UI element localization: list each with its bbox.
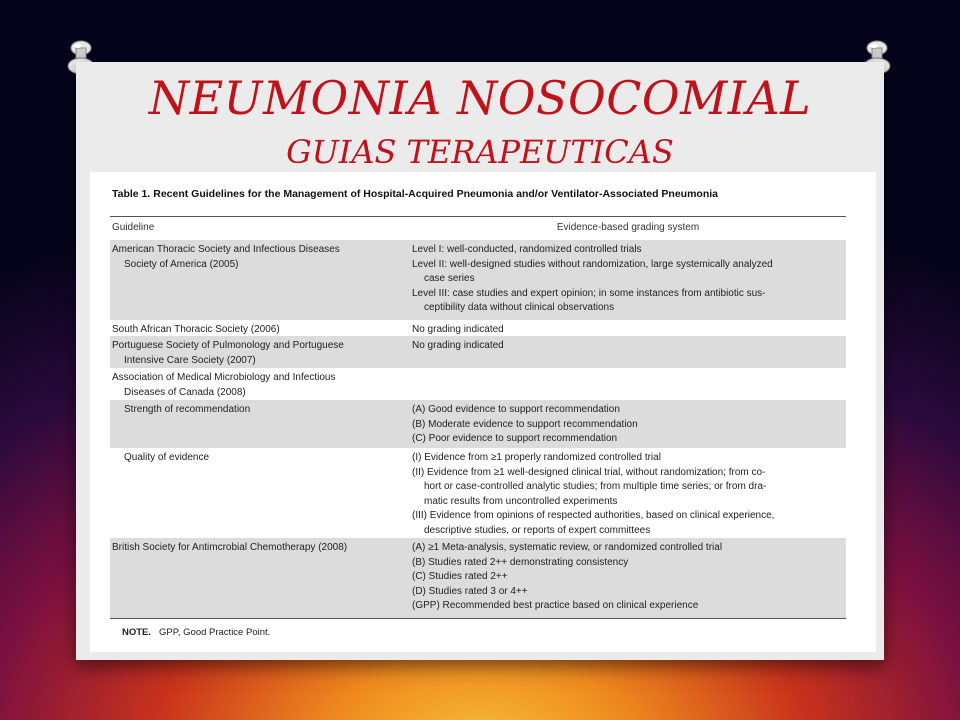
guideline-text: American Thoracic Society and Infectious Diseases [112, 244, 340, 255]
grading-text: (C) Studies rated 2++ [412, 571, 508, 583]
grading-cell [412, 451, 844, 539]
guideline-cell [112, 541, 408, 556]
grading-text: (A) ≥1 Meta-analysis, systematic review, or randomized controlled trial [412, 542, 723, 553]
guideline-cell [112, 451, 420, 466]
table-top-rule [110, 216, 846, 217]
grading-text: Level II: well-designed studies without randomization, large systemically analyzed [412, 258, 773, 270]
guideline-cell [112, 371, 408, 400]
table-bottom-rule [110, 618, 846, 619]
table-row [110, 538, 846, 618]
grading-text: Level I: well-conducted, randomized controlled trials [412, 244, 642, 255]
grading-text: (B) Moderate evidence to support recommendation [412, 418, 638, 430]
grading-cell [412, 541, 844, 614]
guidelines-table-image [90, 172, 876, 652]
grading-text: descriptive studies, or reports of expert committees [424, 524, 651, 536]
guideline-text: Quality of evidence [124, 452, 210, 463]
table-row [110, 368, 846, 400]
table-caption: Table 1. Recent Guidelines for the Management of Hospital-Acquired Pneumonia and/or Ventilator-Associated Pneumonia [112, 188, 718, 200]
guideline-text: Strength of recommendation [124, 404, 251, 415]
grading-text: (A) Good evidence to support recommendation [412, 404, 620, 415]
grading-text: (GPP) Recommended best practice based on clinical experience [412, 600, 699, 612]
table-row [110, 240, 846, 320]
grading-text: ceptibility data without clinical observations [424, 302, 615, 314]
guideline-cell [112, 339, 408, 368]
grading-text: (III) Evidence from opinions of respected authorities, based on clinical experience, [412, 510, 775, 522]
grading-text: (II) Evidence from ≥1 well-designed clinical trial, without randomization; from co- [412, 466, 766, 478]
guideline-text: Association of Medical Microbiology and Infectious [112, 372, 336, 383]
header-grading: Evidence-based grading system [556, 222, 700, 233]
grading-text: hort or case-controlled analytic studies; from multiple time series; or from dra- [424, 481, 767, 493]
grading-text: (D) Studies rated 3 or 4++ [412, 585, 528, 597]
guideline-cell [112, 403, 420, 418]
note-label: NOTE. [122, 627, 152, 638]
grading-text: (I) Evidence from ≥1 properly randomized controlled trial [412, 452, 661, 463]
guideline-cell [112, 243, 408, 272]
grading-cell [412, 339, 844, 354]
table-row [110, 320, 846, 336]
grading-cell [412, 243, 844, 316]
grading-text: No grading indicated [412, 340, 504, 351]
guideline-text: Intensive Care Society (2007) [124, 354, 256, 366]
table-row [110, 400, 846, 448]
guideline-text: Portuguese Society of Pulmonology and Portuguese [112, 340, 344, 351]
table-note [122, 627, 270, 638]
slide-title: NEUMONIA NOSOCOMIAL [148, 71, 812, 125]
grading-text: (C) Poor evidence to support recommendation [412, 433, 618, 445]
guideline-text: Diseases of Canada (2008) [124, 386, 246, 398]
grading-text: case series [424, 273, 475, 285]
guideline-text: Society of America (2005) [124, 258, 239, 270]
grading-cell [412, 403, 844, 447]
grading-text: matic results from uncontrolled experiments [424, 495, 618, 507]
table-header-row [110, 218, 846, 240]
note-text: GPP, Good Practice Point. [159, 627, 271, 638]
table-row [110, 448, 846, 538]
grading-text: (B) Studies rated 2++ demonstrating consistency [412, 556, 629, 568]
header-guideline: Guideline [112, 222, 155, 233]
guideline-text: South African Thoracic Society (2006) [112, 324, 280, 335]
grading-text: Level III: case studies and expert opinion; in some instances from antibiotic sus- [412, 287, 766, 299]
guideline-text: British Society for Antimcrobial Chemotherapy (2008) [112, 542, 348, 553]
grading-text: No grading indicated [412, 324, 504, 335]
table-row [110, 336, 846, 368]
slide-subtitle: GUIAS TERAPEUTICAS [286, 133, 674, 171]
